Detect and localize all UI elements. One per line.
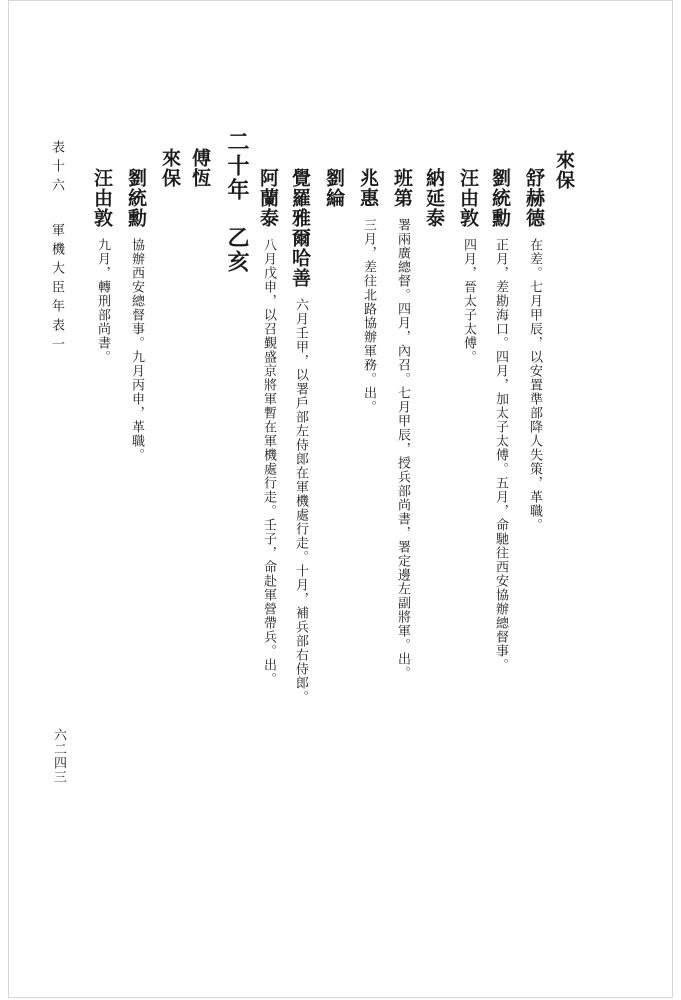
official-record: 九月，轉刑部尚書。 [95,238,110,364]
official-record: 六月壬甲，以署戶部左侍郎在軍機處行走。十月，補兵部右侍郎。 [293,298,308,704]
entry-column-3 [490,168,509,672]
entry-column-11 [190,148,209,188]
official-name: 傅恆 [189,148,211,188]
official-record: 四月，晉太子太傅。 [461,238,476,364]
official-name: 兆惠 [357,168,379,208]
entry-column-5 [424,168,443,228]
official-name: 汪由敦 [457,168,479,228]
official-record: 正月，差勘海口。四月，加太子太傅。五月，命馳往西安協辦總督事。 [493,238,508,672]
entry-column-1 [554,150,573,190]
entry-column-8 [324,168,343,208]
official-name: 阿蘭泰 [257,168,279,228]
entry-column-2 [524,168,543,532]
official-name: 劉統勳 [125,168,147,228]
entry-column-12 [160,148,179,188]
official-record: 署兩廣總督。四月，內召。七月甲辰，授兵部尚書，署定邊左副將軍。出。 [395,218,410,680]
official-name: 覺羅雅爾哈善 [289,168,311,288]
header-volume: 表十六 [49,140,64,197]
official-record: 協辦西安總督事。九月丙申，革職。 [129,238,144,462]
official-record: 八月戊申，以召覲盛京將軍暫在軍機處行走。壬子，命赴軍營帶兵。出。 [261,238,276,686]
official-name: 班第 [391,168,413,208]
official-record: 三月，差往北路協辦軍務。出。 [361,218,376,414]
running-header [50,140,63,356]
official-name: 汪由敦 [91,168,113,228]
entry-column-13 [126,168,145,462]
entry-column-14 [92,168,111,364]
official-name: 劉統勳 [489,168,511,228]
year-heading: 二十年 乙亥 [224,130,250,274]
entry-column-9 [290,168,309,704]
header-title: 軍機大臣年表一 [49,223,64,356]
official-name: 來保 [159,148,181,188]
entry-column-4 [458,168,477,364]
official-name: 來保 [553,150,575,190]
official-name: 劉綸 [323,168,345,208]
entry-column-6 [392,168,411,680]
entry-column-7 [358,168,377,414]
page-number: 六二四三 [51,728,66,784]
entry-column-10 [258,168,277,686]
official-name: 納延泰 [423,168,445,228]
official-name: 舒赫德 [523,168,545,228]
official-record: 在差。七月甲辰，以安置準部降人失策，革職。 [527,238,542,532]
